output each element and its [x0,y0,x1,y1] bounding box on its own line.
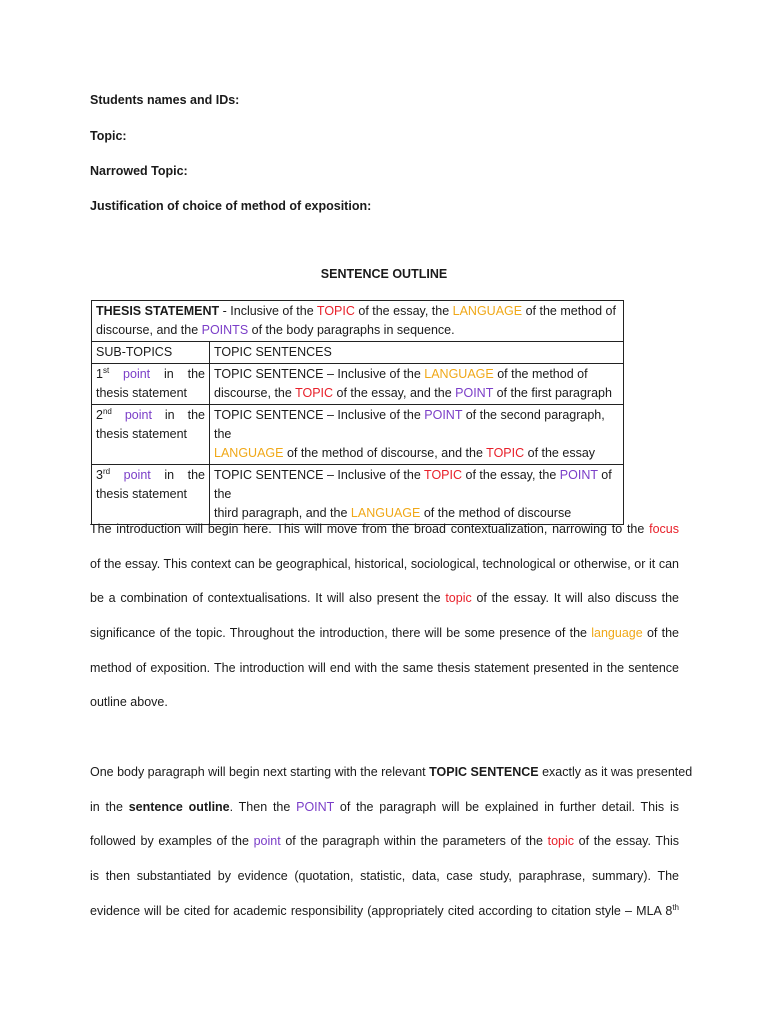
paragraph-text: exactly as it was presented [538,765,693,779]
word: in [164,468,175,482]
thesis-label: THESIS STATEMENT [96,304,220,318]
thesis-text: of the method of [522,304,616,318]
thesis-text: discourse, and the [96,323,202,337]
keyword-points: POINTS [201,323,249,337]
ordinal: 2 [96,408,103,422]
keyword-point: POINT [559,468,598,482]
subtopics-header: SUB-TOPICS [92,342,210,364]
table-row [92,405,624,465]
outline-title: SENTENCE OUTLINE [320,267,448,281]
sentence-outline-table [91,300,624,525]
keyword-point: point [253,834,281,849]
keyword-focus: focus [649,522,679,536]
paragraph-text: of the paragraph within the parameters of the [280,834,548,849]
ordinal: 1 [96,367,103,381]
sentence-text: of the method of discourse [420,506,572,520]
keyword-point: point [123,367,151,381]
ordinal-suffix: nd [102,406,112,416]
ordinal-suffix: st [102,365,110,375]
paragraph-text: One body paragraph will begin next starting with the relevant [90,765,430,779]
subtopic-cell [92,364,210,405]
keyword-language: LANGUAGE [214,446,284,460]
paragraph-text: of the [642,626,680,641]
sentence-text: of the first paragraph [493,386,612,400]
keyword-topic: TOPIC [316,304,355,318]
header-row [92,342,624,364]
sentence-text: third paragraph, and the [214,506,351,520]
subtopic-cell [92,405,210,465]
sentence-text: of the essay [524,446,596,460]
keyword-topic: topic [445,591,472,606]
paragraph-text: The introduction will begin here. This will move from the broad contextualization, narrowing to the [90,522,650,536]
keyword-point: point [124,408,152,422]
keyword-language: LANGUAGE [452,304,523,318]
paragraph-line: method of exposition. The introduction will end with the same thesis statement presented in the sentence [90,660,679,675]
keyword-topic: TOPIC [295,386,334,400]
topic-sentence-cell [210,405,624,465]
table-row [92,364,624,405]
keyword-language: LANGUAGE [424,367,494,381]
paragraph-text: in the [90,799,129,814]
word: the [187,367,205,381]
topic-label: Topic: [90,129,127,143]
paragraph-line: of the essay. This context can be geographical, historical, sociological, technological or otherwise, or it can [90,556,679,571]
keyword-topic: TOPIC [424,468,463,482]
subtopic-line: thesis statement [96,487,188,501]
thesis-text: - Inclusive of the [219,304,317,318]
keyword-language: LANGUAGE [350,506,421,520]
subtopic-line: thesis statement [96,386,188,400]
body-paragraph [90,755,693,928]
justification-label: Justification of choice of method of exposition: [90,199,372,213]
sentence-text: TOPIC SENTENCE – Inclusive of the [214,408,425,422]
thesis-line-2 [96,321,619,340]
keyword-point: POINT [455,386,494,400]
word: the [187,468,205,482]
thesis-text: of the essay, the [354,304,453,318]
ordinal-suffix: th [672,902,679,912]
word: in [164,408,175,422]
keyword-point: POINT [296,799,335,814]
paragraph-text: followed by examples of the [90,834,254,849]
ordinal: 3 [96,468,103,482]
ordinal-suffix: rd [102,466,111,476]
keyword-topic: topic [547,834,575,849]
thesis-text: of the body paragraphs in sequence. [248,323,455,337]
topic-sentences-header: TOPIC SENTENCES [210,342,624,364]
thesis-row [92,301,624,342]
sentence-text: discourse, the [214,386,296,400]
introduction-paragraph [90,512,679,720]
topic-sentence-cell [210,364,624,405]
sentence-text: of the second paragraph, the [214,408,605,441]
paragraph-text: evidence will be cited for academic responsibility (appropriately cited according to citation style – MLA 8 [90,903,673,918]
sentence-text: TOPIC SENTENCE – Inclusive of the [214,367,425,381]
narrowed-topic-label: Narrowed Topic: [90,164,188,178]
sentence-text: of the method of discourse, and the [283,446,487,460]
keyword-topic-sentence: TOPIC SENTENCE [429,765,539,779]
paragraph-text: of the essay. This [574,834,679,849]
word: in [164,367,174,381]
sentence-text: TOPIC SENTENCE – Inclusive of the [214,468,425,482]
sentence-text: of the method of [493,367,588,381]
keyword-language: language [591,626,643,641]
sentence-text: of the essay, and the [333,386,456,400]
paragraph-text: of the essay. It will also discuss the [471,591,679,606]
paragraph-line: outline above. [90,695,168,710]
paragraph-text: significance of the topic. Throughout the introduction, there will be some presence of the [90,626,592,641]
subtopic-line: thesis statement [96,427,188,441]
sentence-text: of the [214,468,612,501]
keyword-topic: TOPIC [486,446,525,460]
paragraph-text: of the paragraph will be explained in further detail. This is [334,799,679,814]
paragraph-text: be a combination of contextualisations. It will also present the [90,591,446,606]
thesis-line-1 [96,302,619,321]
paragraph-line: is then substantiated by evidence (quotation, statistic, data, case study, paraphrase, summary). The [90,869,679,884]
keyword-sentence-outline: sentence outline [128,799,230,814]
keyword-point: point [123,468,151,482]
keyword-point: POINT [424,408,463,422]
thesis-cell [92,301,624,342]
students-label: Students names and IDs: [90,93,240,107]
sentence-text: of the essay, the [462,468,560,482]
paragraph-text: . Then the [229,799,297,814]
word: the [187,408,205,422]
